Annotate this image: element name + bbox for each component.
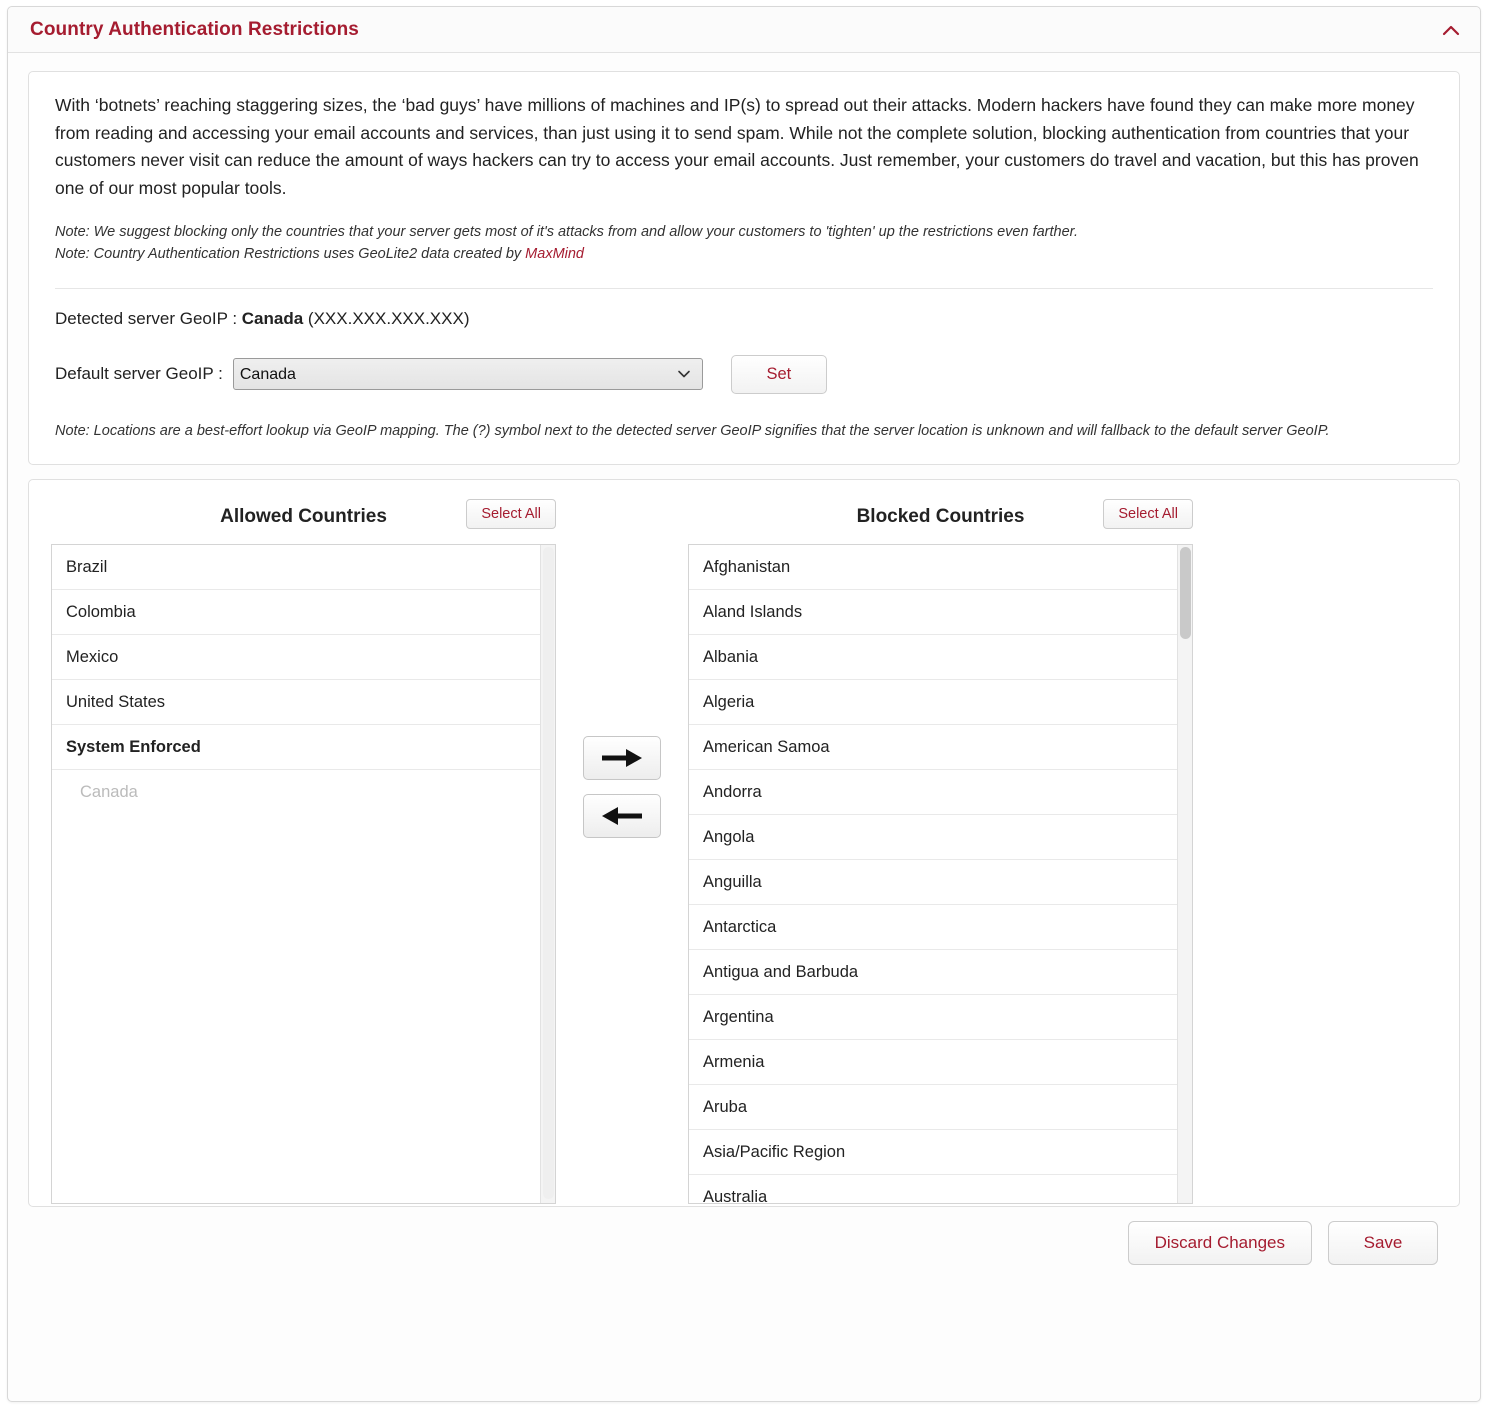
- list-item[interactable]: Aruba: [689, 1085, 1192, 1130]
- panel-footer: [28, 1221, 1460, 1265]
- transfer-controls: [556, 496, 688, 838]
- list-item[interactable]: Armenia: [689, 1040, 1192, 1085]
- detected-ip-value: (XXX.XXX.XXX.XXX): [303, 308, 470, 328]
- list-item[interactable]: Colombia: [52, 590, 555, 635]
- save-button[interactable]: Save: [1328, 1221, 1438, 1265]
- list-item[interactable]: Antarctica: [689, 905, 1192, 950]
- list-item[interactable]: System Enforced: [52, 725, 555, 770]
- allowed-list-scroll-thumb[interactable]: [543, 547, 554, 1199]
- default-geoip-select-wrap: [233, 358, 703, 390]
- detected-country-value: Canada: [241, 308, 304, 328]
- list-item[interactable]: Andorra: [689, 770, 1192, 815]
- list-item[interactable]: Australia: [689, 1175, 1192, 1203]
- blocked-countries-list-shell: [688, 544, 1193, 1204]
- allowed-select-all-button[interactable]: Select All: [466, 499, 556, 529]
- blocked-list-scroll-thumb[interactable]: [1180, 547, 1191, 639]
- blocked-list-scrollbar[interactable]: [1177, 545, 1192, 1203]
- maxmind-link[interactable]: MaxMind: [525, 246, 584, 263]
- blocked-countries-list[interactable]: [689, 545, 1192, 1203]
- page-title: Country Authentication Restrictions: [30, 18, 359, 40]
- set-button[interactable]: Set: [731, 355, 827, 394]
- detected-label: Detected server GeoIP :: [55, 308, 242, 328]
- panel-body: [8, 53, 1480, 1265]
- note-geolite-text: Note: Country Authentication Restrictions uses GeoLite2 data created by: [55, 246, 526, 263]
- default-geoip-select[interactable]: [233, 358, 703, 390]
- allowed-countries-list-shell: [51, 544, 556, 1204]
- allowed-countries-title: Allowed Countries: [220, 505, 387, 527]
- list-item[interactable]: Brazil: [52, 545, 555, 590]
- section-divider: [55, 288, 1433, 289]
- country-lists-box: [28, 479, 1460, 1207]
- list-item[interactable]: American Samoa: [689, 725, 1192, 770]
- note-geolite-attribution: [55, 243, 1433, 265]
- note-blocking-suggestion: Note: We suggest blocking only the countries that your server gets most of it's attacks from and allow your customers to 'tighten' up the restrictions even farther.: [55, 223, 1078, 240]
- note-geoip-fallback: Note: Locations are a best-effort lookup via GeoIP mapping. The (?) symbol next to the detected server GeoIP signifies that the server location is unknown and will fallback to the default server GeoIP.: [55, 422, 1330, 439]
- list-item[interactable]: Afghanistan: [689, 545, 1192, 590]
- country-auth-restrictions-panel: [7, 6, 1481, 1402]
- default-server-geoip-row: [55, 355, 1433, 394]
- info-box: [28, 71, 1460, 465]
- list-item[interactable]: Aland Islands: [689, 590, 1192, 635]
- discard-changes-button[interactable]: Discard Changes: [1128, 1221, 1312, 1265]
- allowed-countries-list[interactable]: [52, 545, 555, 1203]
- blocked-countries-title: Blocked Countries: [856, 505, 1025, 527]
- blocked-select-all-button[interactable]: Select All: [1103, 499, 1193, 529]
- default-server-geoip-label: Default server GeoIP :: [55, 364, 223, 383]
- list-item[interactable]: Albania: [689, 635, 1192, 680]
- list-item[interactable]: Antigua and Barbuda: [689, 950, 1192, 995]
- list-item[interactable]: Algeria: [689, 680, 1192, 725]
- list-item[interactable]: Angola: [689, 815, 1192, 860]
- detected-server-geoip: [55, 309, 1433, 329]
- list-item[interactable]: Asia/Pacific Region: [689, 1130, 1192, 1175]
- blocked-countries-header: [688, 496, 1193, 538]
- blocked-countries-column: [688, 496, 1193, 1204]
- list-item[interactable]: United States: [52, 680, 555, 725]
- list-item[interactable]: Argentina: [689, 995, 1192, 1040]
- panel-header: [8, 7, 1480, 53]
- list-item[interactable]: Mexico: [52, 635, 555, 680]
- intro-paragraph: With ‘botnets’ reaching staggering sizes, the ‘bad guys’ have millions of machines and IP(s) to spread out their attacks. Modern hackers have found they can make more money from reading and accessing your email accounts and services, than just using it to send spam. While not the complete solution, blocking authentication from countries that your customers never visit can reduce the amount of ways hackers can try to access your email accounts. Just remember, your customers do travel and vacation, but this has proven one of our most popular tools.: [55, 95, 1419, 198]
- chevron-up-icon[interactable]: [1440, 20, 1462, 42]
- arrow-left-icon[interactable]: [583, 794, 661, 838]
- allowed-list-scrollbar[interactable]: [540, 545, 555, 1203]
- list-item[interactable]: Anguilla: [689, 860, 1192, 905]
- list-item: Canada: [80, 782, 138, 801]
- allowed-countries-header: [51, 496, 556, 538]
- allowed-countries-column: [51, 496, 556, 1204]
- arrow-right-icon[interactable]: [583, 736, 661, 780]
